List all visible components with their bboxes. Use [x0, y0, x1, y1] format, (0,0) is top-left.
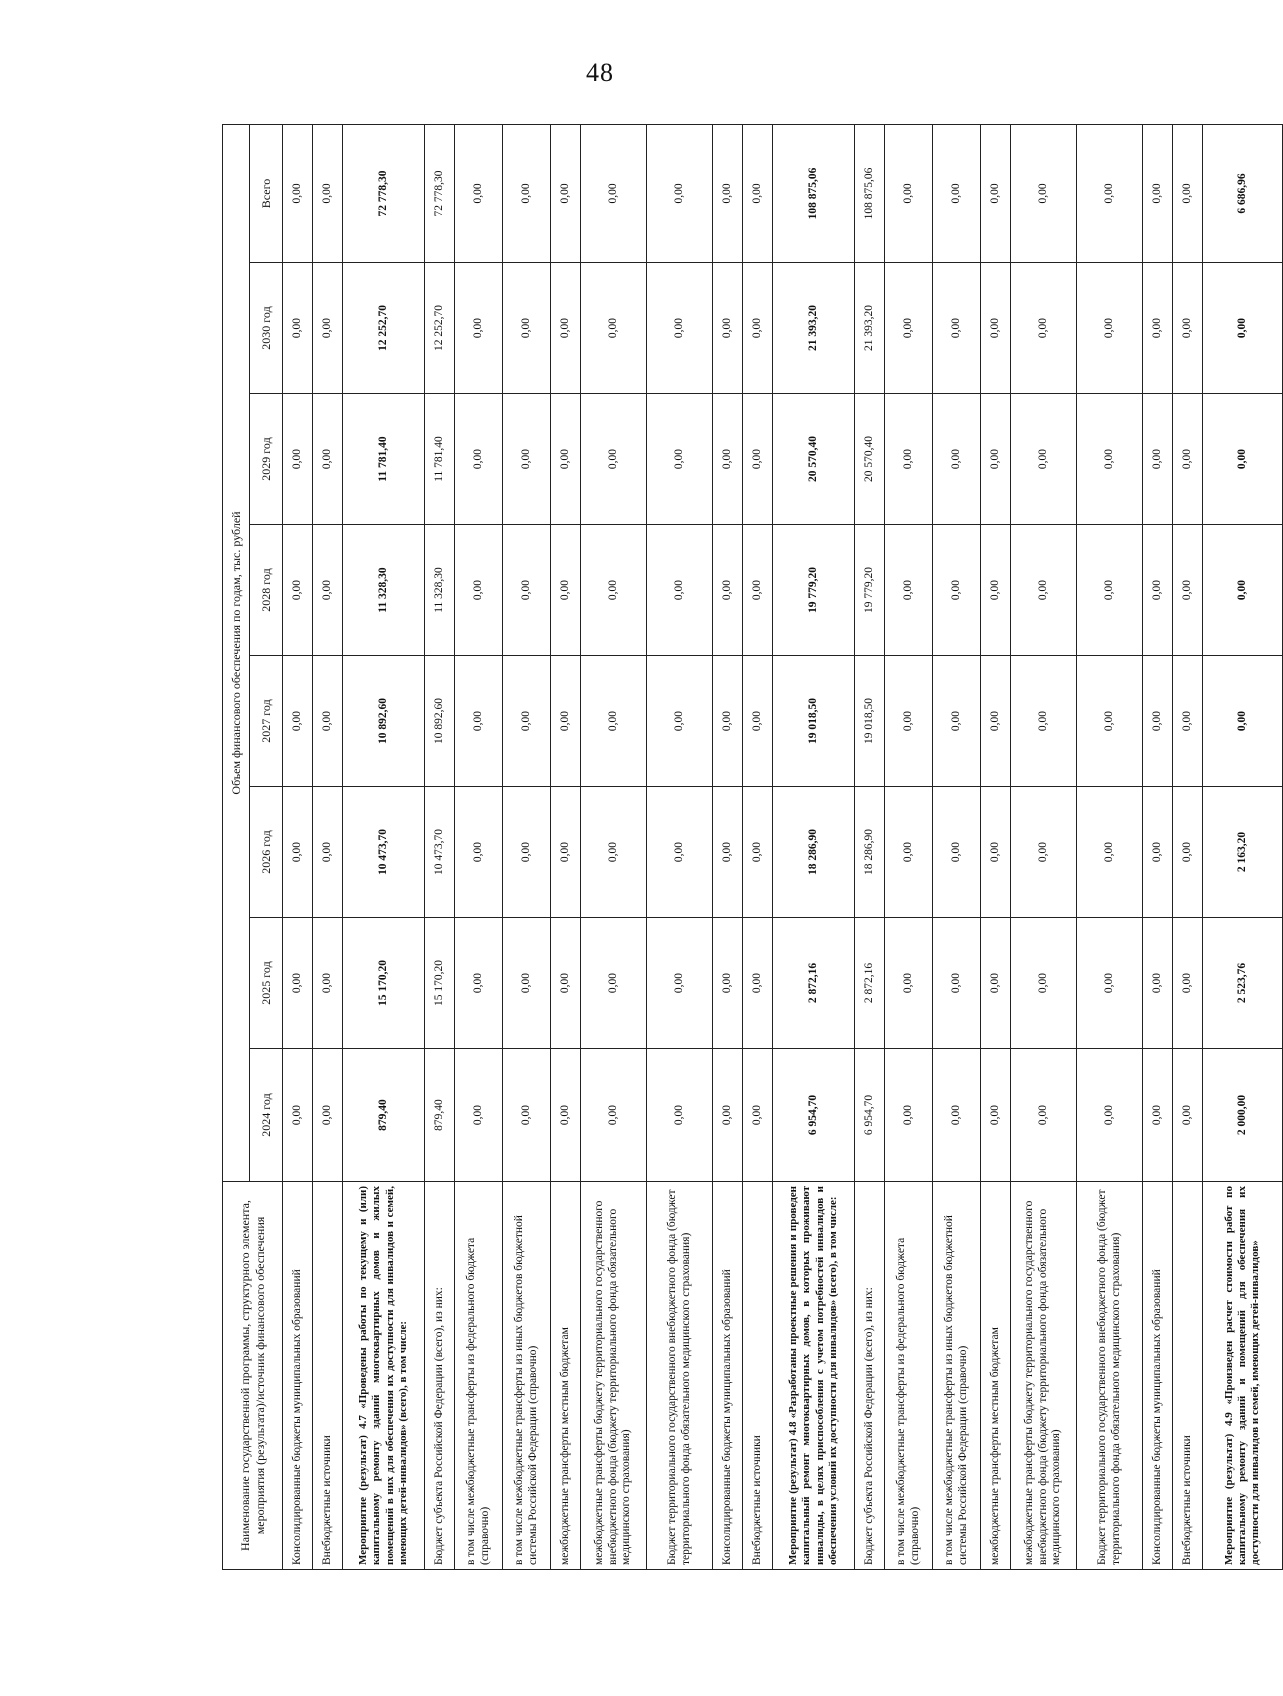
- row-value: 0,00: [713, 656, 743, 787]
- row-value: 0,00: [1173, 787, 1203, 918]
- row-value: 0,00: [313, 918, 343, 1049]
- table-row: [283, 124, 313, 1569]
- header-year: 2024 год: [250, 1049, 283, 1182]
- row-value: 0,00: [1077, 787, 1143, 918]
- row-value: 108 875,06: [855, 124, 885, 262]
- row-value: 0,00: [551, 124, 581, 262]
- row-value: 0,00: [933, 1049, 981, 1182]
- row-value: 0,00: [885, 1049, 933, 1182]
- row-value: 20 570,40: [855, 394, 885, 525]
- row-value: 0,00: [503, 656, 551, 787]
- row-value: 0,00: [581, 656, 647, 787]
- header-year: 2029 год: [250, 394, 283, 525]
- row-value: 19 779,20: [773, 525, 855, 656]
- header-name-column: Наименование государственной программы, структурного элемента, мероприятия (результата)/источник финансового обеспечения: [223, 1182, 283, 1570]
- row-value: 0,00: [313, 656, 343, 787]
- header-year: 2027 год: [250, 656, 283, 787]
- row-value: 0,00: [581, 918, 647, 1049]
- row-value: 0,00: [455, 1049, 503, 1182]
- row-value: 0,00: [713, 918, 743, 1049]
- row-value: 0,00: [885, 787, 933, 918]
- row-value: 20 570,40: [773, 394, 855, 525]
- row-value: 0,00: [1143, 1049, 1173, 1182]
- row-value: 0,00: [503, 1049, 551, 1182]
- row-value: 0,00: [1011, 1049, 1077, 1182]
- row-value: 2 872,16: [773, 918, 855, 1049]
- row-value: 0,00: [647, 525, 713, 656]
- table-body: [283, 124, 1283, 1569]
- table-row: [981, 124, 1011, 1569]
- row-value: 0,00: [551, 656, 581, 787]
- row-name: в том числе межбюджетные трансферты из иных бюджетов бюджетной системы Российской Федерации (справочно): [933, 1182, 981, 1570]
- row-value: 18 286,90: [855, 787, 885, 918]
- row-value: 0,00: [455, 656, 503, 787]
- row-value: 0,00: [1173, 263, 1203, 394]
- row-name: Консолидированные бюджеты муниципальных образований: [713, 1182, 743, 1570]
- row-value: 0,00: [551, 1049, 581, 1182]
- row-value: 0,00: [981, 525, 1011, 656]
- row-value: 0,00: [283, 394, 313, 525]
- row-name: Внебюджетные источники: [1173, 1182, 1203, 1570]
- row-value: 0,00: [1143, 525, 1173, 656]
- row-value: 0,00: [551, 525, 581, 656]
- row-value: 0,00: [1173, 918, 1203, 1049]
- table-row: [1173, 124, 1203, 1569]
- row-value: 0,00: [981, 124, 1011, 262]
- row-value: 0,00: [647, 263, 713, 394]
- row-value: 11 781,40: [343, 394, 425, 525]
- row-value: 0,00: [743, 124, 773, 262]
- row-value: 879,40: [425, 1049, 455, 1182]
- row-value: 0,00: [885, 525, 933, 656]
- row-value: 0,00: [1173, 394, 1203, 525]
- row-value: 0,00: [885, 656, 933, 787]
- table-row: [425, 124, 455, 1569]
- row-value: 0,00: [1011, 656, 1077, 787]
- row-name: в том числе межбюджетные трансферты из федерального бюджета (справочно): [455, 1182, 503, 1570]
- table-row: [743, 124, 773, 1569]
- row-value: 0,00: [713, 525, 743, 656]
- row-value: 0,00: [503, 263, 551, 394]
- row-value: 0,00: [455, 918, 503, 1049]
- row-value: 6 954,70: [855, 1049, 885, 1182]
- row-value: 0,00: [313, 525, 343, 656]
- row-value: 0,00: [455, 525, 503, 656]
- row-value: 15 170,20: [425, 918, 455, 1049]
- row-name: Бюджет субъекта Российской Федерации (всего), из них:: [855, 1182, 885, 1570]
- row-value: 0,00: [1173, 656, 1203, 787]
- row-value: 10 892,60: [343, 656, 425, 787]
- table-row: [581, 124, 647, 1569]
- table-row: [1143, 124, 1173, 1569]
- row-value: 0,00: [455, 787, 503, 918]
- table-row: [933, 124, 981, 1569]
- header-year: 2030 год: [250, 263, 283, 394]
- row-value: 0,00: [713, 124, 743, 262]
- row-name: Внебюджетные источники: [313, 1182, 343, 1570]
- row-name: Бюджет субъекта Российской Федерации (всего), из них:: [425, 1182, 455, 1570]
- row-name: Бюджет территориального государственного внебюджетного фонда (бюджет территориального фонда обязательного медицинского страхования): [647, 1182, 713, 1570]
- row-value: 0,00: [647, 1049, 713, 1182]
- row-value: 0,00: [581, 1049, 647, 1182]
- row-value: 18 286,90: [773, 787, 855, 918]
- row-name: межбюджетные трансферты бюджету территориального государственного внебюджетного фонда (бюджету территориального фонда обязательного медицинского страхования): [581, 1182, 647, 1570]
- row-value: 0,00: [1077, 656, 1143, 787]
- row-value: 10 473,70: [343, 787, 425, 918]
- row-value: 0,00: [743, 1049, 773, 1182]
- row-value: 0,00: [743, 787, 773, 918]
- row-value: 0,00: [1143, 787, 1173, 918]
- row-value: 0,00: [581, 263, 647, 394]
- row-value: 0,00: [1011, 525, 1077, 656]
- row-value: 0,00: [885, 124, 933, 262]
- rotated-table-container: [222, 125, 1262, 1570]
- row-value: 0,00: [283, 124, 313, 262]
- row-value: 0,00: [713, 394, 743, 525]
- table-row: [647, 124, 713, 1569]
- row-value: 0,00: [647, 787, 713, 918]
- row-value: 0,00: [647, 656, 713, 787]
- row-value: 0,00: [503, 394, 551, 525]
- row-value: 11 781,40: [425, 394, 455, 525]
- row-value: 0,00: [885, 918, 933, 1049]
- table-row: [855, 124, 885, 1569]
- row-value: 0,00: [283, 656, 313, 787]
- row-value: 0,00: [647, 394, 713, 525]
- header-year: 2028 год: [250, 525, 283, 656]
- row-value: 72 778,30: [425, 124, 455, 262]
- row-value: 0,00: [283, 1049, 313, 1182]
- row-name: межбюджетные трансферты местным бюджетам: [981, 1182, 1011, 1570]
- financing-table: [222, 124, 1283, 1570]
- row-value: 0,00: [581, 124, 647, 262]
- row-value: 2 523,76: [1203, 918, 1283, 1049]
- row-value: 0,00: [581, 394, 647, 525]
- row-value: 0,00: [283, 525, 313, 656]
- table-row: [773, 124, 855, 1569]
- row-name: межбюджетные трансферты бюджету территориального государственного внебюджетного фонда (бюджету территориального фонда обязательного медицинского страхования): [1011, 1182, 1077, 1570]
- row-value: 0,00: [551, 394, 581, 525]
- row-name: в том числе межбюджетные трансферты из иных бюджетов бюджетной системы Российской Федерации (справочно): [503, 1182, 551, 1570]
- row-value: 0,00: [283, 918, 313, 1049]
- row-name: Мероприятие (результат) 4.7 «Проведены работы по текущему и (или) капитальному ремонту зданий многоквартирных домов и жилых помещений в них для обеспечения их доступности для инвалидов и семей, имеющих детей-инвалидов» (всего), в том числе:: [343, 1182, 425, 1570]
- row-value: 19 018,50: [773, 656, 855, 787]
- row-value: 0,00: [1143, 124, 1173, 262]
- table-row: [455, 124, 503, 1569]
- row-value: 19 018,50: [855, 656, 885, 787]
- row-value: 0,00: [455, 263, 503, 394]
- row-value: 21 393,20: [773, 263, 855, 394]
- row-value: 0,00: [933, 263, 981, 394]
- row-value: 12 252,70: [343, 263, 425, 394]
- row-value: 0,00: [551, 918, 581, 1049]
- row-value: 0,00: [313, 394, 343, 525]
- row-value: 19 779,20: [855, 525, 885, 656]
- row-value: 11 328,30: [425, 525, 455, 656]
- row-value: 10 892,60: [425, 656, 455, 787]
- row-value: 0,00: [1011, 918, 1077, 1049]
- table-row: [1011, 124, 1077, 1569]
- row-value: 0,00: [1203, 394, 1283, 525]
- row-value: 0,00: [1173, 124, 1203, 262]
- row-value: 0,00: [1011, 263, 1077, 394]
- row-value: 0,00: [503, 787, 551, 918]
- row-value: 0,00: [283, 787, 313, 918]
- row-value: 0,00: [981, 394, 1011, 525]
- table-row: [551, 124, 581, 1569]
- row-value: 2 872,16: [855, 918, 885, 1049]
- row-value: 0,00: [981, 787, 1011, 918]
- row-value: 0,00: [1143, 918, 1173, 1049]
- row-value: 0,00: [713, 787, 743, 918]
- header-year: Всего: [250, 124, 283, 262]
- row-value: 0,00: [647, 124, 713, 262]
- row-name: Мероприятие (результат) 4.9 «Произведен расчет стоимости работ по капитальному ремонту зданий и помещений для обеспечения их доступности для инвалидов и семей, имеющих детей-инвалидов»: [1203, 1182, 1283, 1570]
- row-value: 0,00: [1077, 394, 1143, 525]
- row-value: 0,00: [1203, 656, 1283, 787]
- row-value: 0,00: [981, 656, 1011, 787]
- row-value: 12 252,70: [425, 263, 455, 394]
- row-value: 15 170,20: [343, 918, 425, 1049]
- row-value: 879,40: [343, 1049, 425, 1182]
- row-value: 2 163,20: [1203, 787, 1283, 918]
- row-value: 0,00: [1011, 787, 1077, 918]
- row-value: 0,00: [1011, 124, 1077, 262]
- row-value: 0,00: [743, 525, 773, 656]
- row-value: 0,00: [647, 918, 713, 1049]
- row-value: 0,00: [933, 918, 981, 1049]
- header-year: 2026 год: [250, 787, 283, 918]
- row-value: 0,00: [1143, 656, 1173, 787]
- row-name: в том числе межбюджетные трансферты из федерального бюджета (справочно): [885, 1182, 933, 1570]
- row-value: 0,00: [455, 394, 503, 525]
- row-value: 0,00: [313, 124, 343, 262]
- row-value: 0,00: [313, 787, 343, 918]
- row-value: 0,00: [551, 263, 581, 394]
- row-value: 0,00: [981, 263, 1011, 394]
- row-value: 0,00: [1077, 124, 1143, 262]
- header-year: 2025 год: [250, 918, 283, 1049]
- row-value: 0,00: [503, 918, 551, 1049]
- row-name: Мероприятие (результат) 4.8 «Разработаны проектные решения и проведен капитальный ремонт многоквартирных домов, в которых проживают инвалиды, в целях приспособления с учетом потребностей инвалидов и обеспечения условий их доступности для инвалидов» (всего), в том числе:: [773, 1182, 855, 1570]
- table-row: [313, 124, 343, 1569]
- row-value: 0,00: [1077, 1049, 1143, 1182]
- table-row: [1203, 124, 1283, 1569]
- row-value: 0,00: [713, 263, 743, 394]
- row-value: 0,00: [743, 918, 773, 1049]
- table-row: [1077, 124, 1143, 1569]
- row-value: 11 328,30: [343, 525, 425, 656]
- row-value: 21 393,20: [855, 263, 885, 394]
- row-name: межбюджетные трансферты местным бюджетам: [551, 1182, 581, 1570]
- row-value: 0,00: [713, 1049, 743, 1182]
- row-value: 108 875,06: [773, 124, 855, 262]
- row-value: 0,00: [581, 787, 647, 918]
- row-value: 0,00: [885, 263, 933, 394]
- row-value: 0,00: [1011, 394, 1077, 525]
- row-value: 0,00: [1203, 263, 1283, 394]
- row-value: 0,00: [313, 1049, 343, 1182]
- row-value: 0,00: [933, 124, 981, 262]
- row-value: 2 000,00: [1203, 1049, 1283, 1182]
- table-row: [713, 124, 743, 1569]
- row-value: 72 778,30: [343, 124, 425, 262]
- row-value: 0,00: [503, 124, 551, 262]
- row-value: 0,00: [581, 525, 647, 656]
- row-value: 0,00: [743, 656, 773, 787]
- row-value: 0,00: [743, 394, 773, 525]
- row-value: 0,00: [1143, 263, 1173, 394]
- row-value: 0,00: [981, 918, 1011, 1049]
- row-value: 0,00: [1173, 525, 1203, 656]
- row-value: 6 954,70: [773, 1049, 855, 1182]
- row-name: Внебюджетные источники: [743, 1182, 773, 1570]
- row-value: 0,00: [1203, 525, 1283, 656]
- row-value: 0,00: [1143, 394, 1173, 525]
- row-name: Бюджет территориального государственного внебюджетного фонда (бюджет территориального фонда обязательного медицинского страхования): [1077, 1182, 1143, 1570]
- row-value: 0,00: [503, 525, 551, 656]
- row-name: Консолидированные бюджеты муниципальных образований: [1143, 1182, 1173, 1570]
- row-value: 0,00: [933, 787, 981, 918]
- row-value: 0,00: [981, 1049, 1011, 1182]
- row-value: 10 473,70: [425, 787, 455, 918]
- table-row: [885, 124, 933, 1569]
- row-value: 6 686,96: [1203, 124, 1283, 262]
- table-row: [343, 124, 425, 1569]
- header-financing-group: Объем финансового обеспечения по годам, тыс. рублей: [223, 124, 250, 1181]
- row-value: 0,00: [933, 525, 981, 656]
- table-row: [503, 124, 551, 1569]
- row-value: 0,00: [743, 263, 773, 394]
- row-value: 0,00: [455, 124, 503, 262]
- row-value: 0,00: [551, 787, 581, 918]
- row-value: 0,00: [933, 656, 981, 787]
- row-value: 0,00: [283, 263, 313, 394]
- row-value: 0,00: [1077, 263, 1143, 394]
- row-value: 0,00: [1173, 1049, 1203, 1182]
- row-value: 0,00: [1077, 525, 1143, 656]
- row-value: 0,00: [885, 394, 933, 525]
- row-value: 0,00: [933, 394, 981, 525]
- row-name: Консолидированные бюджеты муниципальных образований: [283, 1182, 313, 1570]
- row-value: 0,00: [313, 263, 343, 394]
- page-number: 48: [586, 58, 614, 87]
- row-value: 0,00: [1077, 918, 1143, 1049]
